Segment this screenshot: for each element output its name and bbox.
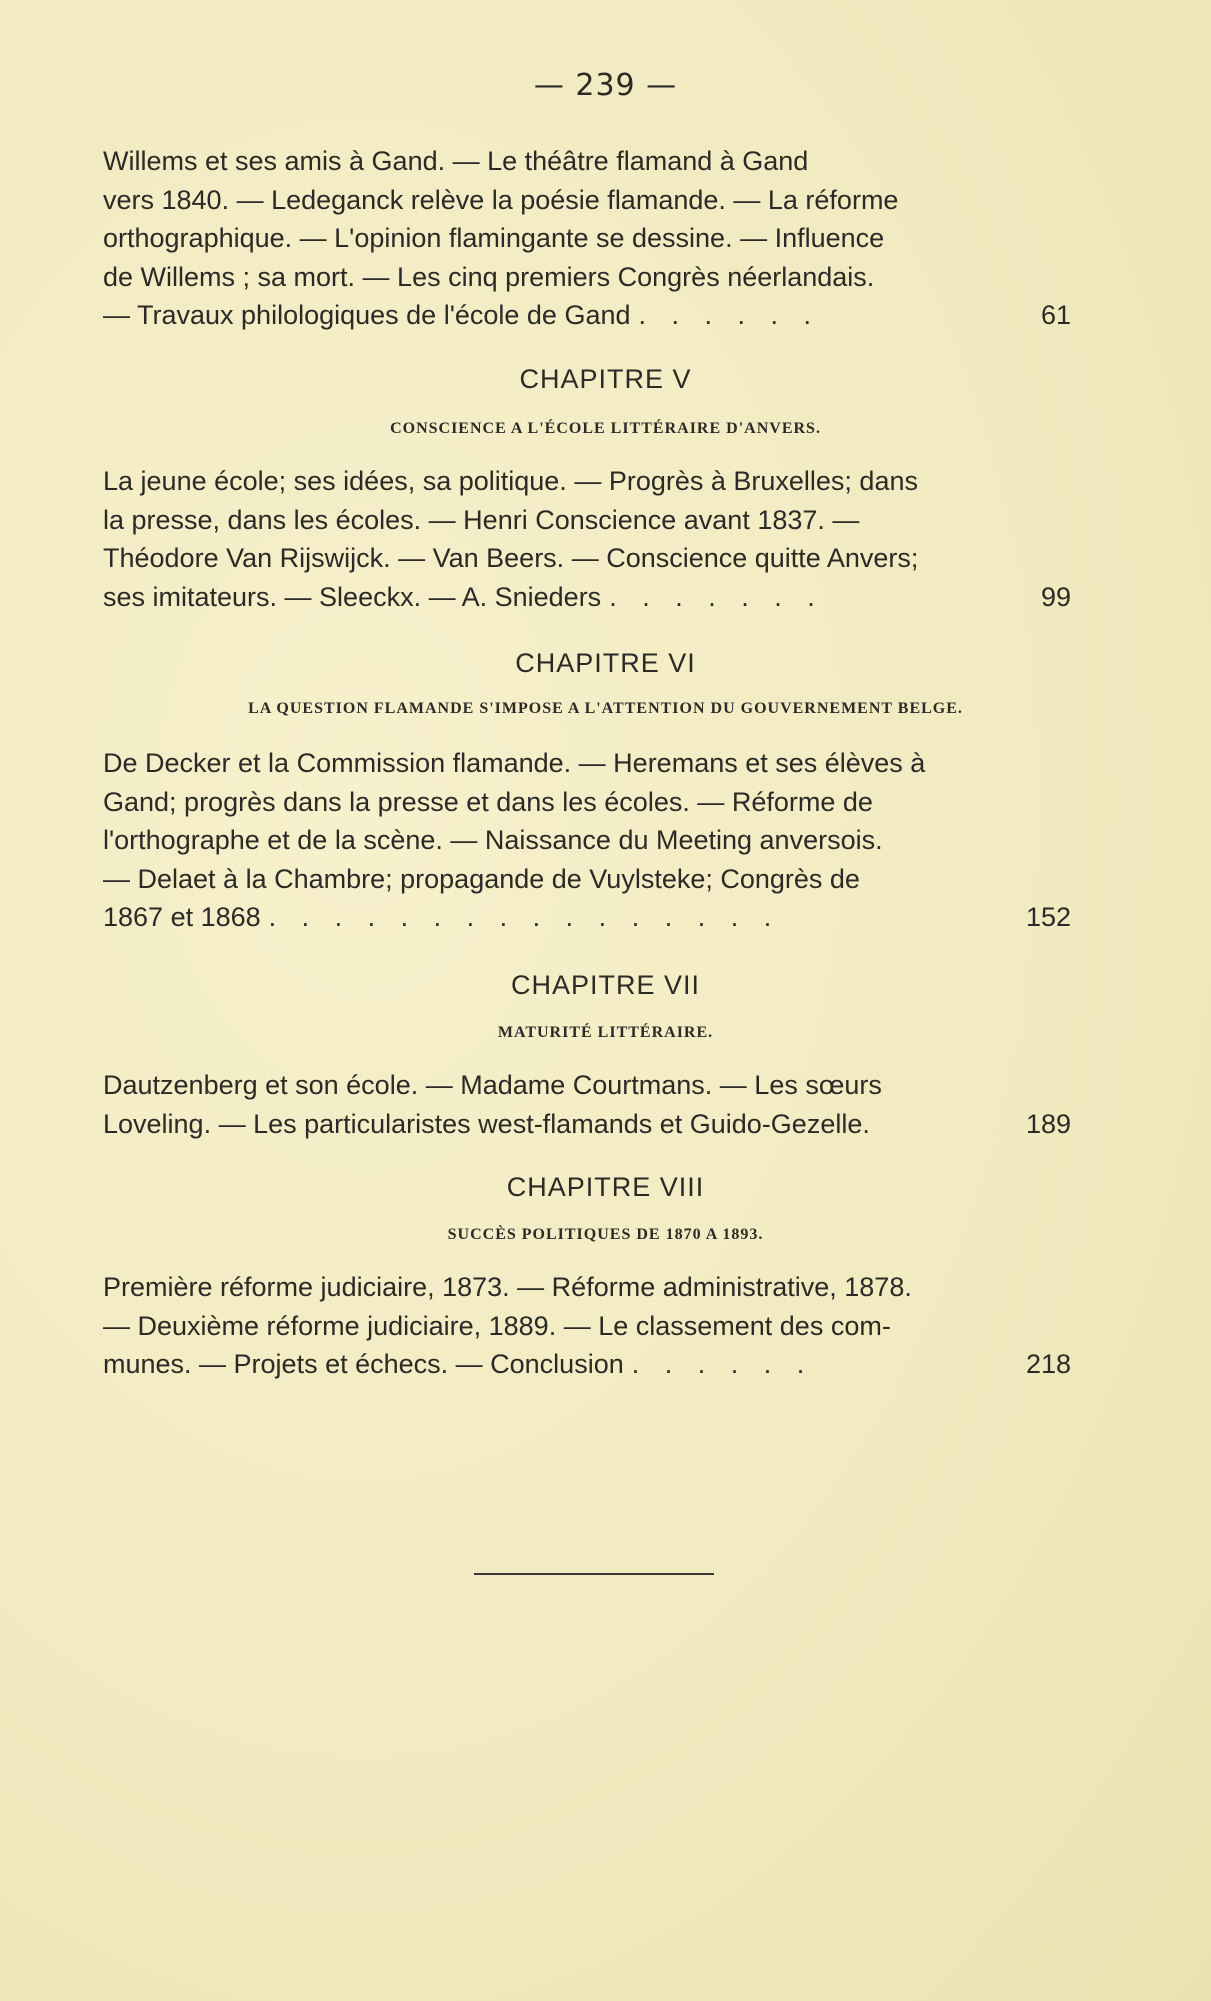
dot-leader: . . . . . . . . . . . . . . . . [268,902,781,932]
page-reference: 61 [1040,300,1071,330]
intro-last-line [103,296,1071,335]
chapter-summary [103,1066,1071,1143]
dot-leader: . . . . . . . [609,581,824,612]
intro-line: de Willems ; sa mort. — Les cinq premiers Congrès néerlandais. [103,261,875,292]
page-reference: 218 [1025,1349,1071,1379]
chapter-title: CHAPITRE V [519,364,692,394]
chapter-summary [103,462,1071,616]
summary-line: Première réforme judiciaire, 1873. — Réforme administrative, 1878. [103,1272,912,1302]
intro-line: Willems et ses amis à Gand. — Le théâtre flamand à Gand [103,146,809,176]
intro-last-text: — Travaux philologiques de l'école de Gand [103,300,631,330]
summary-last-text: munes. — Projets et échecs. — Conclusion [103,1349,624,1379]
summary-line: Dautzenberg et son école. — Madame Courtmans. — Les sœurs [103,1070,882,1100]
intro-line: orthographique. — L'opinion flamingante se dessine. — Influence [103,223,885,253]
page-reference: 99 [1040,581,1071,612]
summary-last-text: 1867 et 1868 [103,902,261,932]
chapter-summary [103,1268,1071,1384]
intro-line: vers 1840. — Ledeganck relève la poésie flamande. — La réforme [103,184,899,215]
summary-line: — Deuxième réforme judiciaire, 1889. — Le classement des com- [103,1310,891,1341]
summary-last-line [103,1105,1071,1144]
summary-line: Gand; progrès dans la presse et dans les écoles. — Réforme de [103,786,873,817]
closing-rule [474,1573,714,1575]
summary-line: De Decker et la Commission flamande. — Heremans et ses élèves à [103,748,926,778]
chapter-title: CHAPITRE VI [515,648,696,678]
summary-line: Théodore Van Rijswijck. — Van Beers. — Conscience quitte Anvers; [103,543,919,573]
page-reference: 152 [1025,902,1071,932]
chapter-title: CHAPITRE VII [510,970,701,1000]
chapter-subtitle: SUCCÈS POLITIQUES DE 1870 A 1893. [447,1226,764,1243]
summary-last-line [103,578,1071,617]
chapter-title: CHAPITRE VIII [506,1172,705,1202]
chapter-subtitle: LA QUESTION FLAMANDE S'IMPOSE A L'ATTENTION DU GOUVERNEMENT BELGE. [248,700,963,717]
page-reference: 189 [1025,1108,1071,1139]
summary-last-text: Loveling. — Les particularistes west-flamands et Guido-Gezelle. [103,1108,870,1139]
summary-last-line [103,1345,1071,1384]
summary-line: l'orthographe et de la scène. — Naissance du Meeting anversois. [103,825,883,855]
dot-leader: . . . . . . [631,1349,814,1379]
summary-line: La jeune école; ses idées, sa politique. — Progrès à Bruxelles; dans [103,466,918,496]
chapter-subtitle: MATURITÉ LITTÉRAIRE. [497,1024,714,1041]
page-number: — 239 — [533,68,678,103]
summary-line: — Delaet à la Chambre; propagande de Vuylsteke; Congrès de [103,863,860,894]
summary-last-line [103,898,1071,937]
summary-line: la presse, dans les écoles. — Henri Conscience avant 1837. — [103,504,860,535]
intro-paragraph [103,142,1071,335]
summary-last-text: ses imitateurs. — Sleeckx. — A. Snieders [103,581,602,612]
dot-leader: . . . . . . [638,300,821,330]
chapter-subtitle: CONSCIENCE A L'ÉCOLE LITTÉRAIRE D'ANVERS. [390,420,821,437]
chapter-summary [103,744,1071,937]
